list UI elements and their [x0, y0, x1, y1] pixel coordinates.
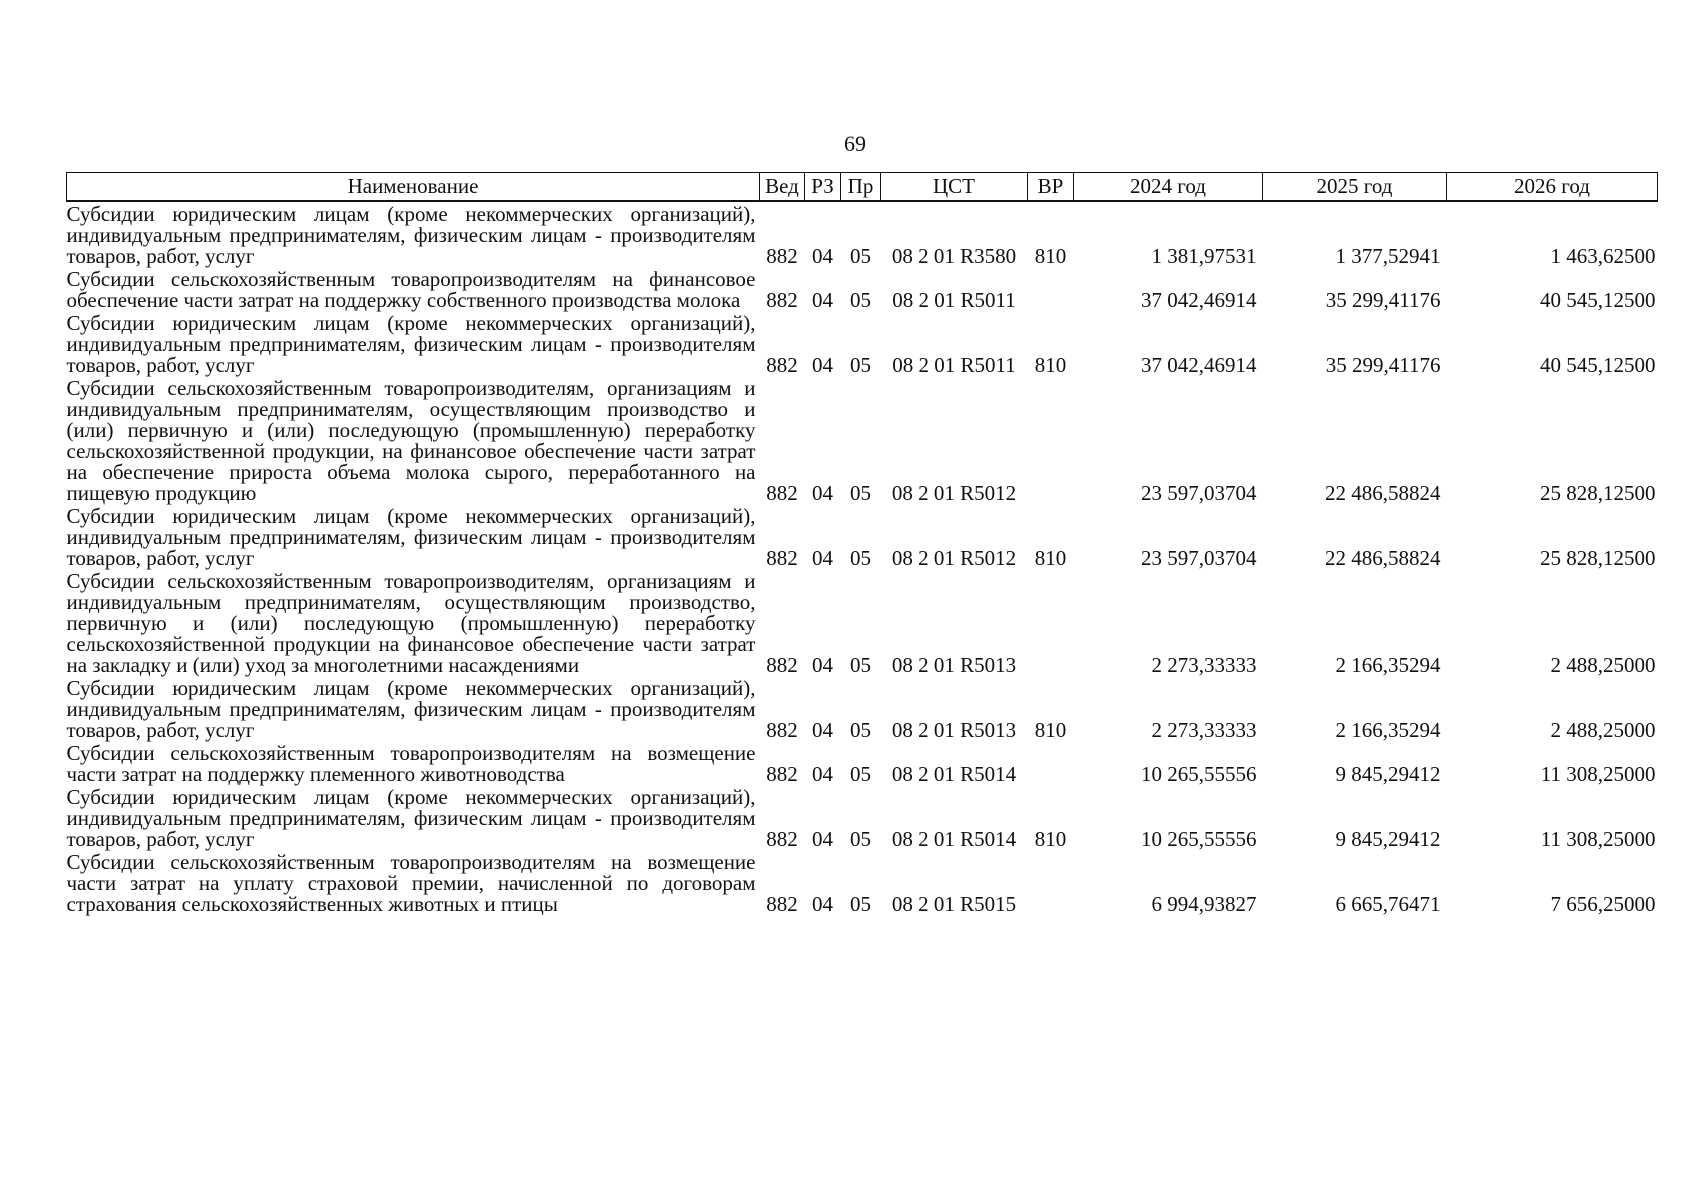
row-2026: 7 656,25000	[1550, 892, 1656, 916]
row-rz: 04	[812, 546, 833, 570]
row-pr: 05	[850, 653, 871, 677]
row-pr: 05	[850, 546, 871, 570]
row-rz: 04	[812, 353, 833, 377]
budget-table-container	[66, 172, 1657, 915]
table-header	[67, 173, 1658, 202]
row-rz: 04	[812, 827, 833, 851]
row-ved: 882	[766, 827, 798, 851]
row-rz: 04	[812, 653, 833, 677]
budget-table	[66, 172, 1658, 915]
row-cst: 08 2 01 R3580	[891, 244, 1017, 268]
row-2024: 37 042,46914	[1141, 288, 1257, 312]
row-name: Субсидии сельскохозяйственным товаропроизводителям на возмещение части затрат на поддержку племенного животноводства	[66, 741, 756, 786]
row-name: Субсидии юридическим лицам (кроме некоммерческих организаций), индивидуальным предпринимателям, физическим лицам - производителям товаров, работ, услуг	[66, 202, 756, 268]
row-2025: 22 486,58824	[1325, 481, 1441, 505]
table-row	[67, 201, 1658, 267]
header-cst: ЦСТ	[881, 173, 1028, 202]
row-2024: 10 265,55556	[1141, 762, 1257, 786]
row-2025: 9 845,29412	[1335, 762, 1441, 786]
row-cst: 08 2 01 R5014	[891, 827, 1017, 851]
row-ved: 882	[766, 718, 798, 742]
row-2026: 25 828,12500	[1540, 546, 1656, 570]
row-rz: 04	[812, 718, 833, 742]
row-pr: 05	[850, 718, 871, 742]
row-2025: 35 299,41176	[1325, 288, 1441, 312]
row-pr: 05	[850, 892, 871, 916]
header-2024: 2024 год	[1074, 173, 1263, 202]
page-number: 69	[844, 131, 866, 156]
row-name: Субсидии юридическим лицам (кроме некоммерческих организаций), индивидуальным предпринимателям, физическим лицам - производителям товаров, работ, услуг	[66, 504, 756, 570]
row-ved: 882	[766, 244, 798, 268]
row-2026: 2 488,25000	[1550, 718, 1656, 742]
table-row	[67, 741, 1658, 785]
row-2024: 2 273,33333	[1151, 653, 1257, 677]
row-ved: 882	[766, 481, 798, 505]
row-name: Субсидии юридическим лицам (кроме некоммерческих организаций), индивидуальным предпринимателям, физическим лицам - производителям товаров, работ, услуг	[66, 676, 756, 742]
row-pr: 05	[850, 827, 871, 851]
table-body	[67, 201, 1658, 915]
row-2025: 2 166,35294	[1335, 653, 1441, 677]
row-rz: 04	[812, 762, 833, 786]
row-rz: 04	[812, 244, 833, 268]
header-vr: ВР	[1028, 173, 1074, 202]
row-ved: 882	[766, 353, 798, 377]
row-2024: 2 273,33333	[1151, 718, 1257, 742]
row-cst: 08 2 01 R5014	[891, 762, 1017, 786]
row-2026: 25 828,12500	[1540, 481, 1656, 505]
row-2025: 1 377,52941	[1335, 244, 1441, 268]
row-2026: 11 308,25000	[1540, 827, 1656, 851]
row-2026: 11 308,25000	[1540, 762, 1656, 786]
row-2024: 1 381,97531	[1151, 244, 1257, 268]
row-2024: 10 265,55556	[1141, 827, 1257, 851]
row-cst: 08 2 01 R5012	[891, 481, 1017, 505]
row-cst: 08 2 01 R5012	[891, 546, 1017, 570]
row-vr: 810	[1034, 244, 1067, 268]
row-name: Субсидии сельскохозяйственным товаропроизводителям на возмещение части затрат на уплату страховой премии, начисленной по договорам страхования сельскохозяйственных животных и птицы	[66, 850, 756, 916]
row-vr	[1028, 376, 1074, 504]
row-cst: 08 2 01 R5013	[891, 653, 1017, 677]
row-vr	[1028, 267, 1074, 311]
header-rz: РЗ	[805, 173, 841, 202]
row-2025: 2 166,35294	[1335, 718, 1441, 742]
row-cst: 08 2 01 R5011	[892, 353, 1016, 377]
table-row	[67, 569, 1658, 676]
table-row	[67, 785, 1658, 850]
row-2026: 1 463,62500	[1550, 244, 1656, 268]
row-ved: 882	[766, 546, 798, 570]
header-ved: Вед	[760, 173, 805, 202]
row-vr	[1028, 569, 1074, 676]
row-vr: 810	[1034, 827, 1067, 851]
header-2026: 2026 год	[1447, 173, 1658, 202]
row-name: Субсидии юридическим лицам (кроме некоммерческих организаций), индивидуальным предпринимателям, физическим лицам - производителям товаров, работ, услуг	[66, 311, 756, 377]
header-name: Наименование	[67, 173, 760, 202]
row-vr: 810	[1034, 546, 1067, 570]
row-2026: 40 545,12500	[1540, 353, 1656, 377]
row-2025: 9 845,29412	[1335, 827, 1441, 851]
row-name: Субсидии сельскохозяйственным товаропроизводителям, организациям и индивидуальным предпринимателям, осуществляющим производство, первичную и (или) последующую (промышленную) переработку сельскохозяйственной продукции на финансовое обеспечение части затрат на закладку и (или) уход за многолетними насаждениями	[66, 569, 756, 677]
row-ved: 882	[766, 653, 798, 677]
table-row	[67, 504, 1658, 569]
table-row	[67, 376, 1658, 504]
row-cst: 08 2 01 R5013	[891, 718, 1017, 742]
row-2024: 23 597,03704	[1141, 481, 1257, 505]
row-rz: 04	[812, 481, 833, 505]
row-2026: 2 488,25000	[1550, 653, 1656, 677]
row-ved: 882	[766, 288, 798, 312]
table-row	[67, 267, 1658, 311]
row-rz: 04	[812, 892, 833, 916]
row-vr: 810	[1034, 353, 1067, 377]
row-vr	[1028, 850, 1074, 915]
row-2024: 6 994,93827	[1151, 892, 1257, 916]
row-cst: 08 2 01 R5011	[892, 288, 1016, 312]
header-2025: 2025 год	[1263, 173, 1447, 202]
row-2024: 37 042,46914	[1141, 353, 1257, 377]
row-2025: 35 299,41176	[1325, 353, 1441, 377]
row-rz: 04	[812, 288, 833, 312]
table-row	[67, 311, 1658, 376]
table-row	[67, 676, 1658, 741]
row-2026: 40 545,12500	[1540, 288, 1656, 312]
header-row	[67, 173, 1658, 202]
row-pr: 05	[850, 353, 871, 377]
row-name: Субсидии сельскохозяйственным товаропроизводителям, организациям и индивидуальным предпринимателям, осуществляющим производство и (или) первичную и (или) последующую (промышленную) переработку сельскохозяйственной продукции, на финансовое обеспечение части затрат на обеспечение прироста объема молока сырого, переработанного на пищевую продукцию	[66, 376, 756, 505]
row-name: Субсидии сельскохозяйственным товаропроизводителям на финансовое обеспечение части затрат на поддержку собственного производства молока	[66, 267, 756, 312]
row-pr: 05	[850, 762, 871, 786]
row-name: Субсидии юридическим лицам (кроме некоммерческих организаций), индивидуальным предпринимателям, физическим лицам - производителям товаров, работ, услуг	[66, 785, 756, 851]
row-ved: 882	[766, 762, 798, 786]
row-2024: 23 597,03704	[1141, 546, 1257, 570]
row-2025: 6 665,76471	[1335, 892, 1441, 916]
header-pr: Пр	[841, 173, 881, 202]
row-cst: 08 2 01 R5015	[891, 892, 1017, 916]
row-2025: 22 486,58824	[1325, 546, 1441, 570]
table-row	[67, 850, 1658, 915]
row-pr: 05	[850, 288, 871, 312]
row-ved: 882	[766, 892, 798, 916]
row-pr: 05	[850, 481, 871, 505]
row-vr	[1028, 741, 1074, 785]
row-pr: 05	[850, 244, 871, 268]
row-vr: 810	[1034, 718, 1067, 742]
